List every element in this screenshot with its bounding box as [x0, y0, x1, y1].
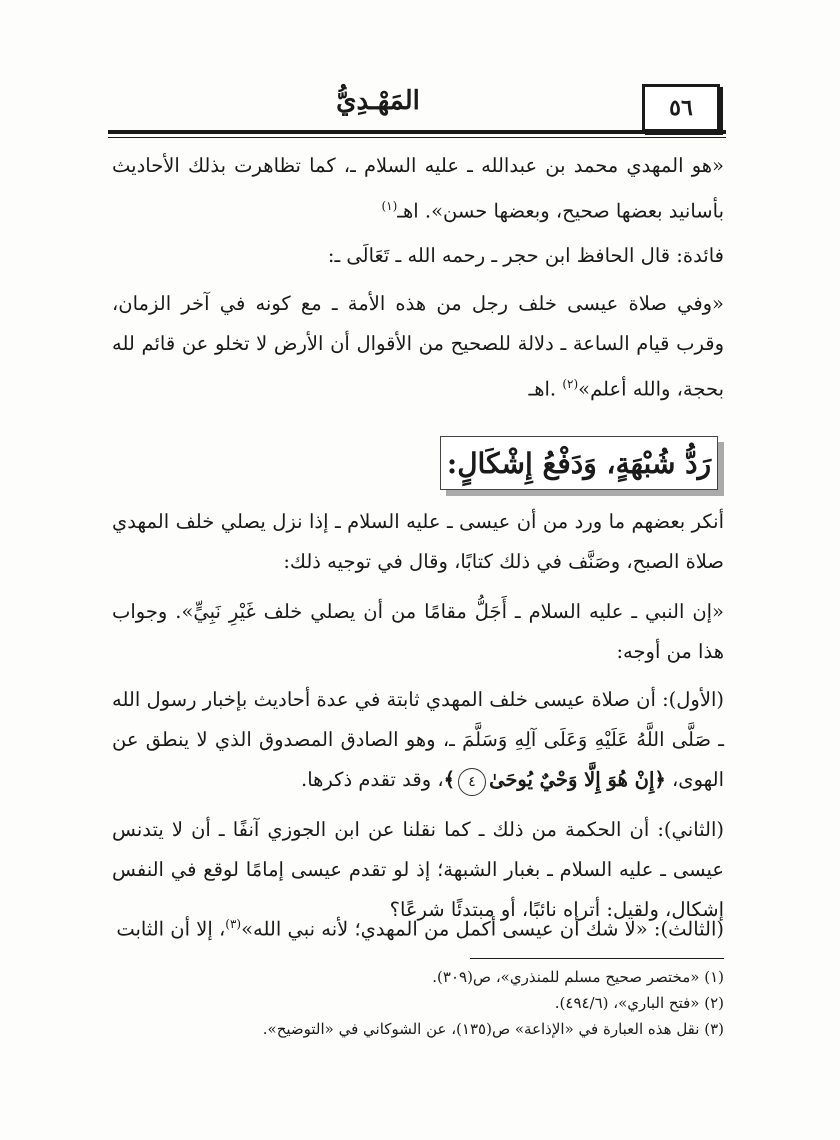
paragraph-4: أنكر بعضهم ما ورد من أن عيسى ـ عليه السلام ـ إذا نزل يصلي خلف المهدي صلاة الصبح، وصَنَّف في ذلك كتابًا، وقال في توجيه ذلك:	[112, 510, 724, 573]
page-header	[108, 80, 724, 132]
paragraph-3-text: «وفي صلاة عيسى خلف رجل من هذه الأمة ـ مع كونه في آخر الزمان، وقرب قيام الساعة ـ دلالة للصحيح من الأقوال أن الأرض لا تخلو عن قائم لله بحجة، والله أعلم»	[112, 292, 724, 401]
header-rule-thin	[108, 137, 726, 138]
paragraph-8	[112, 904, 724, 950]
footnote-1: (١) «مختصر صحيح مسلم للمنذري»، ص(٣٠٩).	[432, 968, 724, 986]
footnote-ref-3: (٣)	[225, 917, 242, 931]
footnote-3: (٣) نقل هذه العبارة في «الإذاعة» ص(١٣٥)، عن الشوكاني في «التوضيح».	[262, 1020, 724, 1038]
paragraph-3-end: .اهـ	[528, 377, 557, 401]
paragraph-3	[112, 284, 724, 410]
page-number-box: ٥٦	[642, 84, 720, 132]
running-title: المَهْـدِيُّ	[336, 86, 420, 116]
quran-verse: ﴿إِنْ هُوَ إِلَّا وَحْيٌ يُوحَىٰ	[489, 768, 666, 791]
paragraph-1	[112, 146, 724, 232]
paragraph-6-end: ، وقد تقدم ذكرها.	[301, 768, 444, 791]
paragraph-8-end: ، إلا أن الثابت	[116, 917, 226, 941]
footnote-2: (٢) «فتح الباري»، (٤٩٤/٦).	[554, 994, 724, 1012]
paragraph-5: «إن النبي ـ عليه السلام ـ أَجَلُّ مقامًا من أن يصلي خلف غَيْرِ نَبِيٍّ». وجواب هذا من أوجه:	[112, 600, 724, 663]
footnote-ref-2: (٢)	[562, 377, 579, 391]
paragraph-6-text: (الأول): أن صلاة عيسى خلف المهدي ثابتة في عدة أحاديث بإخبار رسول الله ـ صَلَّى اللَّهُ عَلَيْهِ وَعَلَى آلِهِ وَسَلَّمَ ـ، وهو الصادق المصدوق الذي لا ينطق عن الهوى،	[112, 688, 724, 791]
section-heading-box	[440, 436, 718, 490]
paragraph-7: (الثاني): أن الحكمة من ذلك ـ كما نقلنا عن ابن الجوزي آنفًا ـ أن لا يتدنس عيسى ـ عليه السلام ـ بغبار الشبهة؛ إذ لو تقدم عيسى إمامًا لوقع في النفس إشكال، ولقيل: أتراه نائبًا، أو مبتدئًا شرعًا؟	[112, 818, 724, 921]
footnote-separator	[470, 958, 724, 959]
quran-close: ﴾	[443, 768, 456, 791]
paragraph-6	[112, 680, 724, 800]
ayah-number-icon: ٤	[458, 768, 486, 796]
header-rule-thick	[108, 130, 726, 134]
paragraph-8-text: (الثالث): «لا شك أن عيسى أكمل من المهدي؛ لأنه نبي الله»	[241, 917, 724, 941]
paragraph-2: فائدة: قال الحافظ ابن حجر ـ رحمه الله ـ تَعَالَى ـ:	[327, 244, 724, 267]
footnote-ref-1: (١)	[381, 199, 398, 213]
paragraph-1-text: «هو المهدي محمد بن عبدالله ـ عليه السلام ـ، كما تظاهرت بذلك الأحاديث بأسانيد بعضها صحيح، وبعضها حسن». اهـ	[112, 154, 724, 223]
section-heading: رَدُّ شُبْهَةٍ، وَدَفْعُ إِشْكَالٍ:	[446, 446, 712, 480]
